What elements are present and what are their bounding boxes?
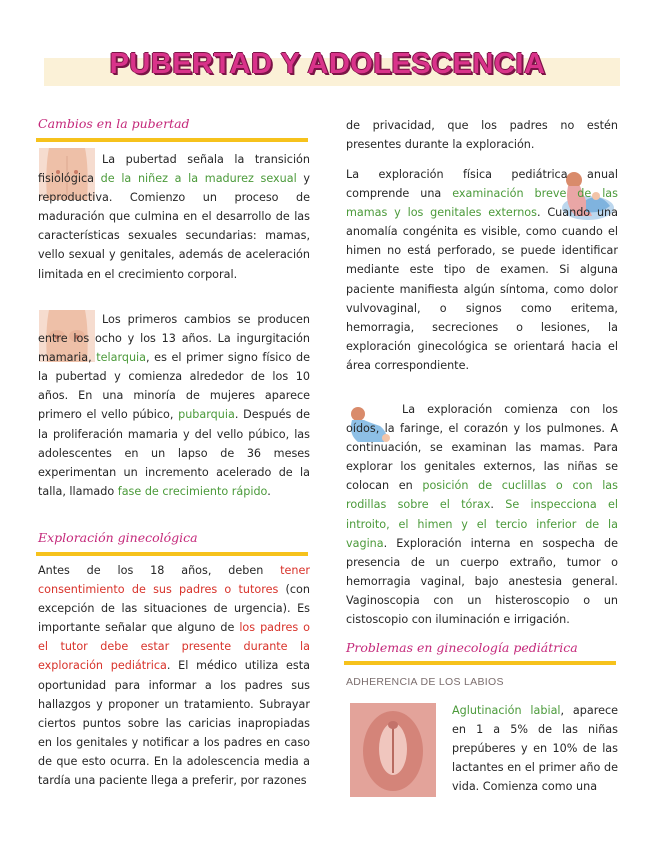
text: La pubertad señala la transición fisiológica bbox=[38, 153, 310, 186]
heading-underline bbox=[36, 552, 308, 556]
right-column-3 bbox=[346, 400, 618, 629]
text: , aparece en 1 a 5% de las niñas prepúberes y en 10% de las lactantes en el primer año de vida. Comienza como una bbox=[452, 704, 618, 794]
text: La exploración comienza con los oídos, la faringe, el corazón y los pulmones. A continuación, se examinan las mamas. Para explorar los genitales externos, las niñas se colocan en bbox=[346, 403, 618, 493]
paragraph-primeros-cambios bbox=[38, 310, 310, 501]
page-title: PUBERTAD Y ADOLESCENCIA bbox=[109, 48, 546, 80]
highlight-green: telarquia bbox=[96, 351, 147, 365]
subheading-adherencia-labios: ADHERENCIA DE LOS LABIOS bbox=[346, 676, 504, 688]
text: La exploración física pediátrica anual comprende una bbox=[346, 168, 618, 201]
text: . Cuando una anomalía congénita es visible, como cuando el himen no está perforado, se puede identificar mediante este tipo de examen. Si alguna paciente manifiesta algún síntoma, como dolor vulvovaginal, o signos como eritema, hemorragia, secreciones o lesiones, la exploración ginecológica se orientará hacia el área correspondiente. bbox=[346, 206, 618, 372]
paragraph-inicio-exploracion bbox=[346, 400, 618, 629]
heading-problemas-ginecologia: Problemas en ginecología pediátrica bbox=[346, 640, 578, 655]
highlight-green: posición de cuclillas o con las rodillas sobre el tórax bbox=[346, 479, 618, 512]
paragraph-aglutinacion bbox=[452, 701, 618, 796]
text: . bbox=[267, 484, 271, 498]
heading-underline bbox=[344, 661, 616, 665]
right-column-4 bbox=[452, 701, 618, 796]
highlight-green: fase de crecimiento rápido bbox=[117, 484, 268, 498]
highlight-green: Aglutinación labial bbox=[452, 704, 561, 717]
highlight-green: pubarquia bbox=[178, 408, 235, 422]
paragraph-consentimiento bbox=[38, 561, 310, 790]
paragraph-privacidad: de privacidad, que los padres no estén presentes durante la exploración. bbox=[346, 119, 618, 152]
right-column bbox=[346, 116, 618, 154]
left-column bbox=[38, 150, 310, 284]
text: . Después de la proliferación mamaria y del vello púbico, las adolescentes en un lapso de 36 meses experimentan un incremento acelerado de la talla, llamado bbox=[38, 408, 310, 498]
heading-exploracion-ginecologica: Exploración ginecológica bbox=[38, 530, 198, 545]
text: y reproductiva. Comienzo un proceso de maduración que culmina en el desarrollo de las características sexuales secundarias: mamas, vello sexual y genitales, además de aceleración limitada en el crecimiento corporal. bbox=[38, 172, 310, 281]
heading-cambios-pubertad: Cambios en la pubertad bbox=[38, 116, 190, 131]
highlight-green: de la niñez a la madurez sexual bbox=[100, 172, 297, 186]
heading-underline bbox=[36, 138, 308, 142]
highlight-green: Se inspecciona el introito, el himen y el tercio inferior de la vagina bbox=[346, 498, 618, 550]
text: Los primeros cambios se producen entre los ocho y los 13 años. La ingurgitación mamaria, bbox=[38, 313, 310, 365]
left-column-3 bbox=[38, 561, 310, 790]
text: , es el primer signo físico de la pubertad y comienza alrededor de los 10 años. En una minoría de mujeres aparece primero el vello púbico, bbox=[38, 351, 310, 422]
text: . bbox=[490, 498, 506, 512]
labial-adhesion-image bbox=[350, 703, 436, 797]
text: . El médico utiliza esta oportunidad para informar a los padres sus hallazgos y proponer un tratamiento. Subrayar ciertos puntos sobre las caricias inapropiadas en los genitales y notificar a los padres en caso de que esto ocurra. En la adolescencia media a tardía una paciente llega a preferir, por razones bbox=[38, 659, 310, 788]
highlight-red: los padres o el tutor debe estar presente durante la exploración pediátrica bbox=[38, 621, 310, 673]
left-column-2 bbox=[38, 310, 310, 501]
right-column-2 bbox=[346, 165, 618, 375]
text: Antes de los 18 años, deben bbox=[38, 564, 281, 577]
highlight-green: examinación breve de las mamas y los genitales externos bbox=[346, 187, 618, 220]
text: . Exploración interna en sospecha de presencia de un cuerpo extraño, tumor o hemorragia vaginal, bajo anestesia general. Vaginoscopia con un histeroscopio o un cistoscopio con iluminación e irrigación. bbox=[346, 536, 618, 627]
highlight-red: tener consentimiento de sus padres o tutores bbox=[38, 564, 310, 597]
paragraph-exploracion-fisica bbox=[346, 165, 618, 375]
paragraph-transicion bbox=[38, 150, 310, 284]
text: (con excepción de las situaciones de urgencia). Es importante señalar que alguno de bbox=[38, 583, 310, 635]
